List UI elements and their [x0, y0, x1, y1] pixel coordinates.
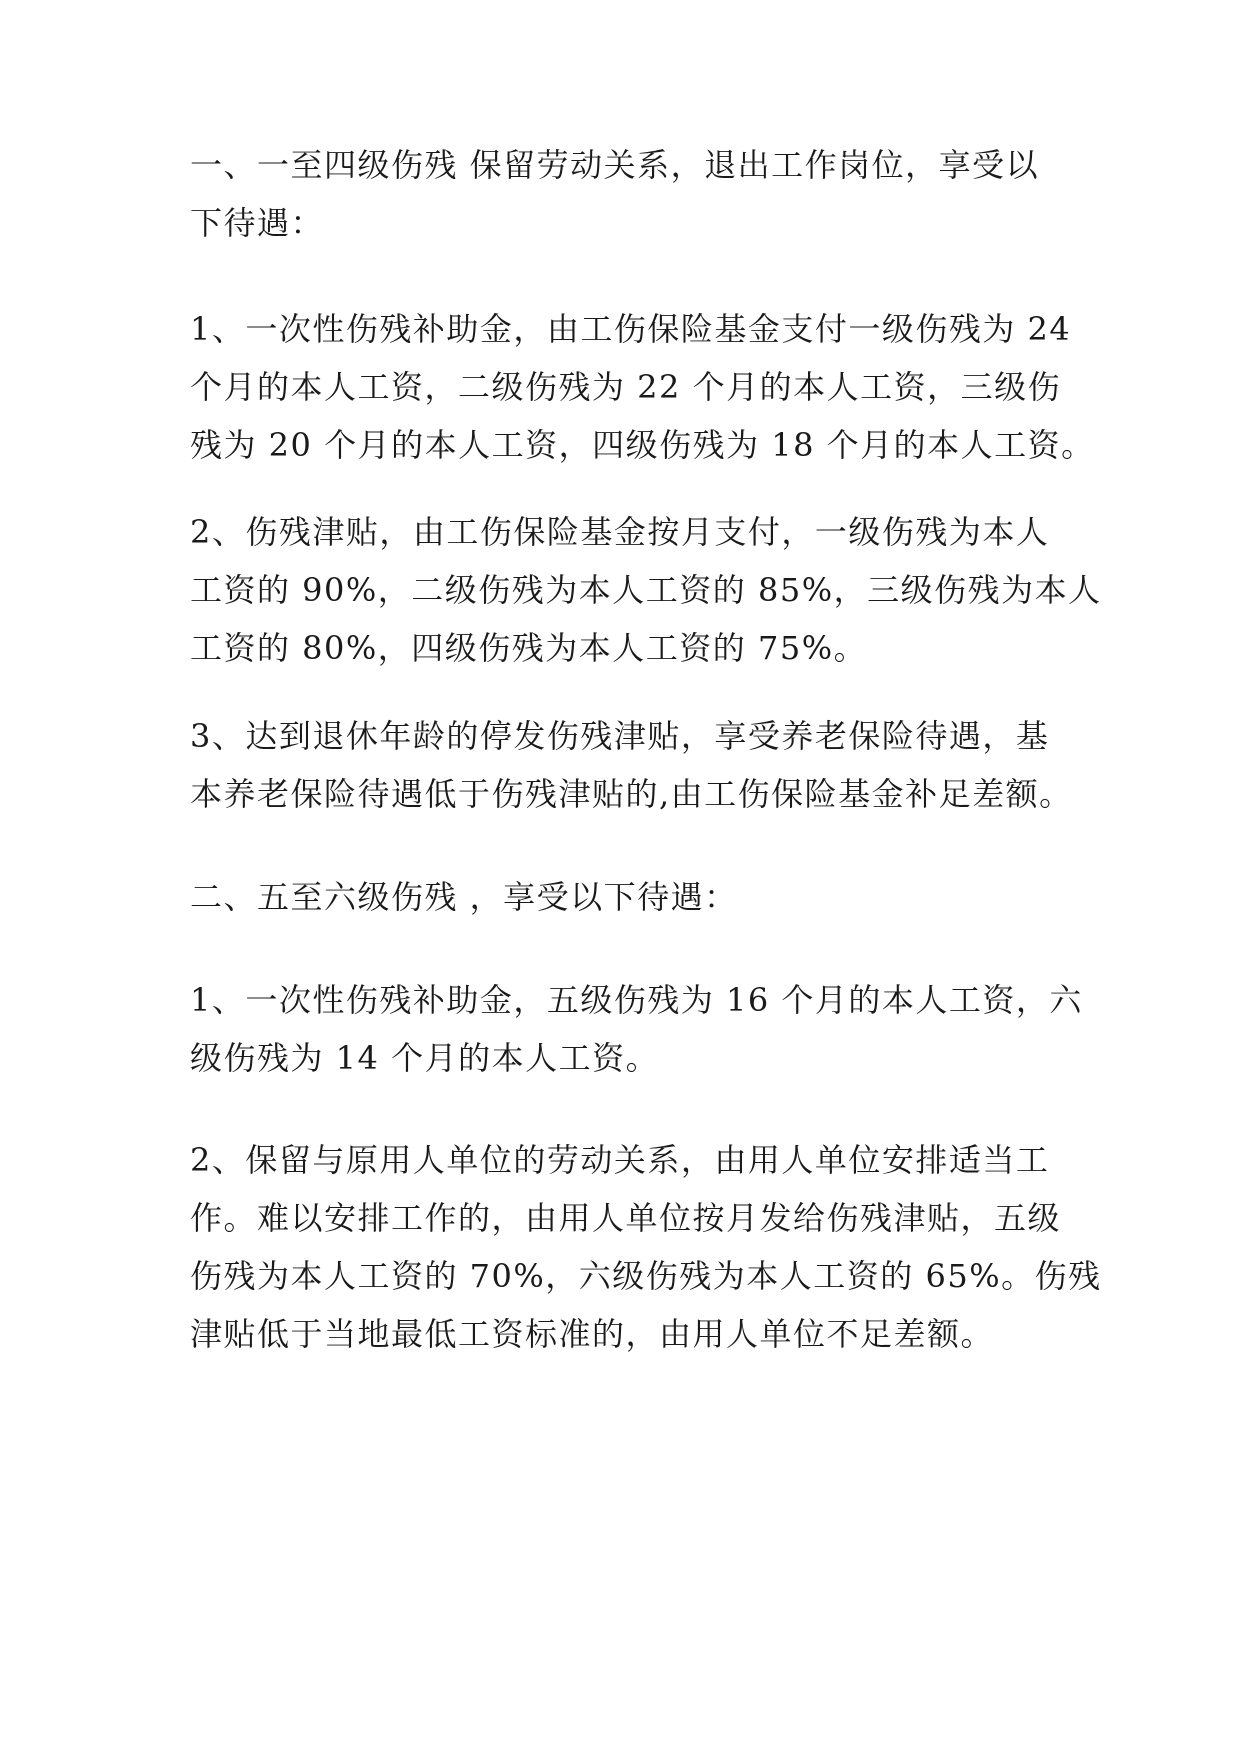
text-line: 3、达到退休年龄的停发伤残津贴，享受养老保险待遇，基 — [190, 717, 1050, 755]
paragraph-section-1-heading — [190, 136, 1050, 252]
text-line: 工资的 80%，四级伤残为本人工资的 75%。 — [190, 629, 868, 667]
text-line: 津贴低于当地最低工资标准的，由用人单位不足差额。 — [190, 1315, 995, 1353]
paragraph-lump-sum-grant-1-4 — [190, 300, 1095, 474]
text-line: 伤残为本人工资的 70%，六级伤残为本人工资的 65%。伤残 — [190, 1257, 1102, 1295]
text-line: 一、一至四级伤残 保留劳动关系，退出工作岗位，享受以 — [190, 146, 1040, 184]
paragraph-retirement — [190, 707, 1073, 823]
text-line: 个月的本人工资，二级伤残为 22 个月的本人工资，三级伤 — [190, 368, 1062, 406]
text-line: 1、一次性伤残补助金，五级伤残为 16 个月的本人工资，六 — [190, 981, 1083, 1019]
text-line: 工资的 90%，二级伤残为本人工资的 85%，三级伤残为本人 — [190, 571, 1102, 609]
text-line: 级伤残为 14 个月的本人工资。 — [190, 1039, 660, 1077]
paragraph-lump-sum-grant-5-6 — [190, 971, 1083, 1087]
paragraph-disability-allowance-1-4 — [190, 503, 1102, 677]
text-line: 二、五至六级伤残 ，享受以下待遇： — [190, 878, 738, 916]
text-line: 残为 20 个月的本人工资，四级伤残为 18 个月的本人工资。 — [190, 426, 1095, 464]
text-line: 下待遇： — [190, 204, 325, 242]
paragraph-employment-relation-5-6 — [190, 1131, 1102, 1363]
paragraph-section-2-heading — [190, 868, 1050, 926]
text-line: 2、伤残津贴，由工伤保险基金按月支付，一级伤残为本人 — [190, 513, 1050, 551]
text-line: 2、保留与原用人单位的劳动关系，由用人单位安排适当工 — [190, 1141, 1050, 1179]
text-line: 作。难以安排工作的，由用人单位按月发给伤残津贴，五级 — [190, 1199, 1062, 1237]
text-line: 本养老保险待遇低于伤残津贴的,由工伤保险基金补足差额。 — [190, 775, 1073, 813]
text-line: 1、一次性伤残补助金，由工伤保险基金支付一级伤残为 24 — [190, 310, 1072, 348]
